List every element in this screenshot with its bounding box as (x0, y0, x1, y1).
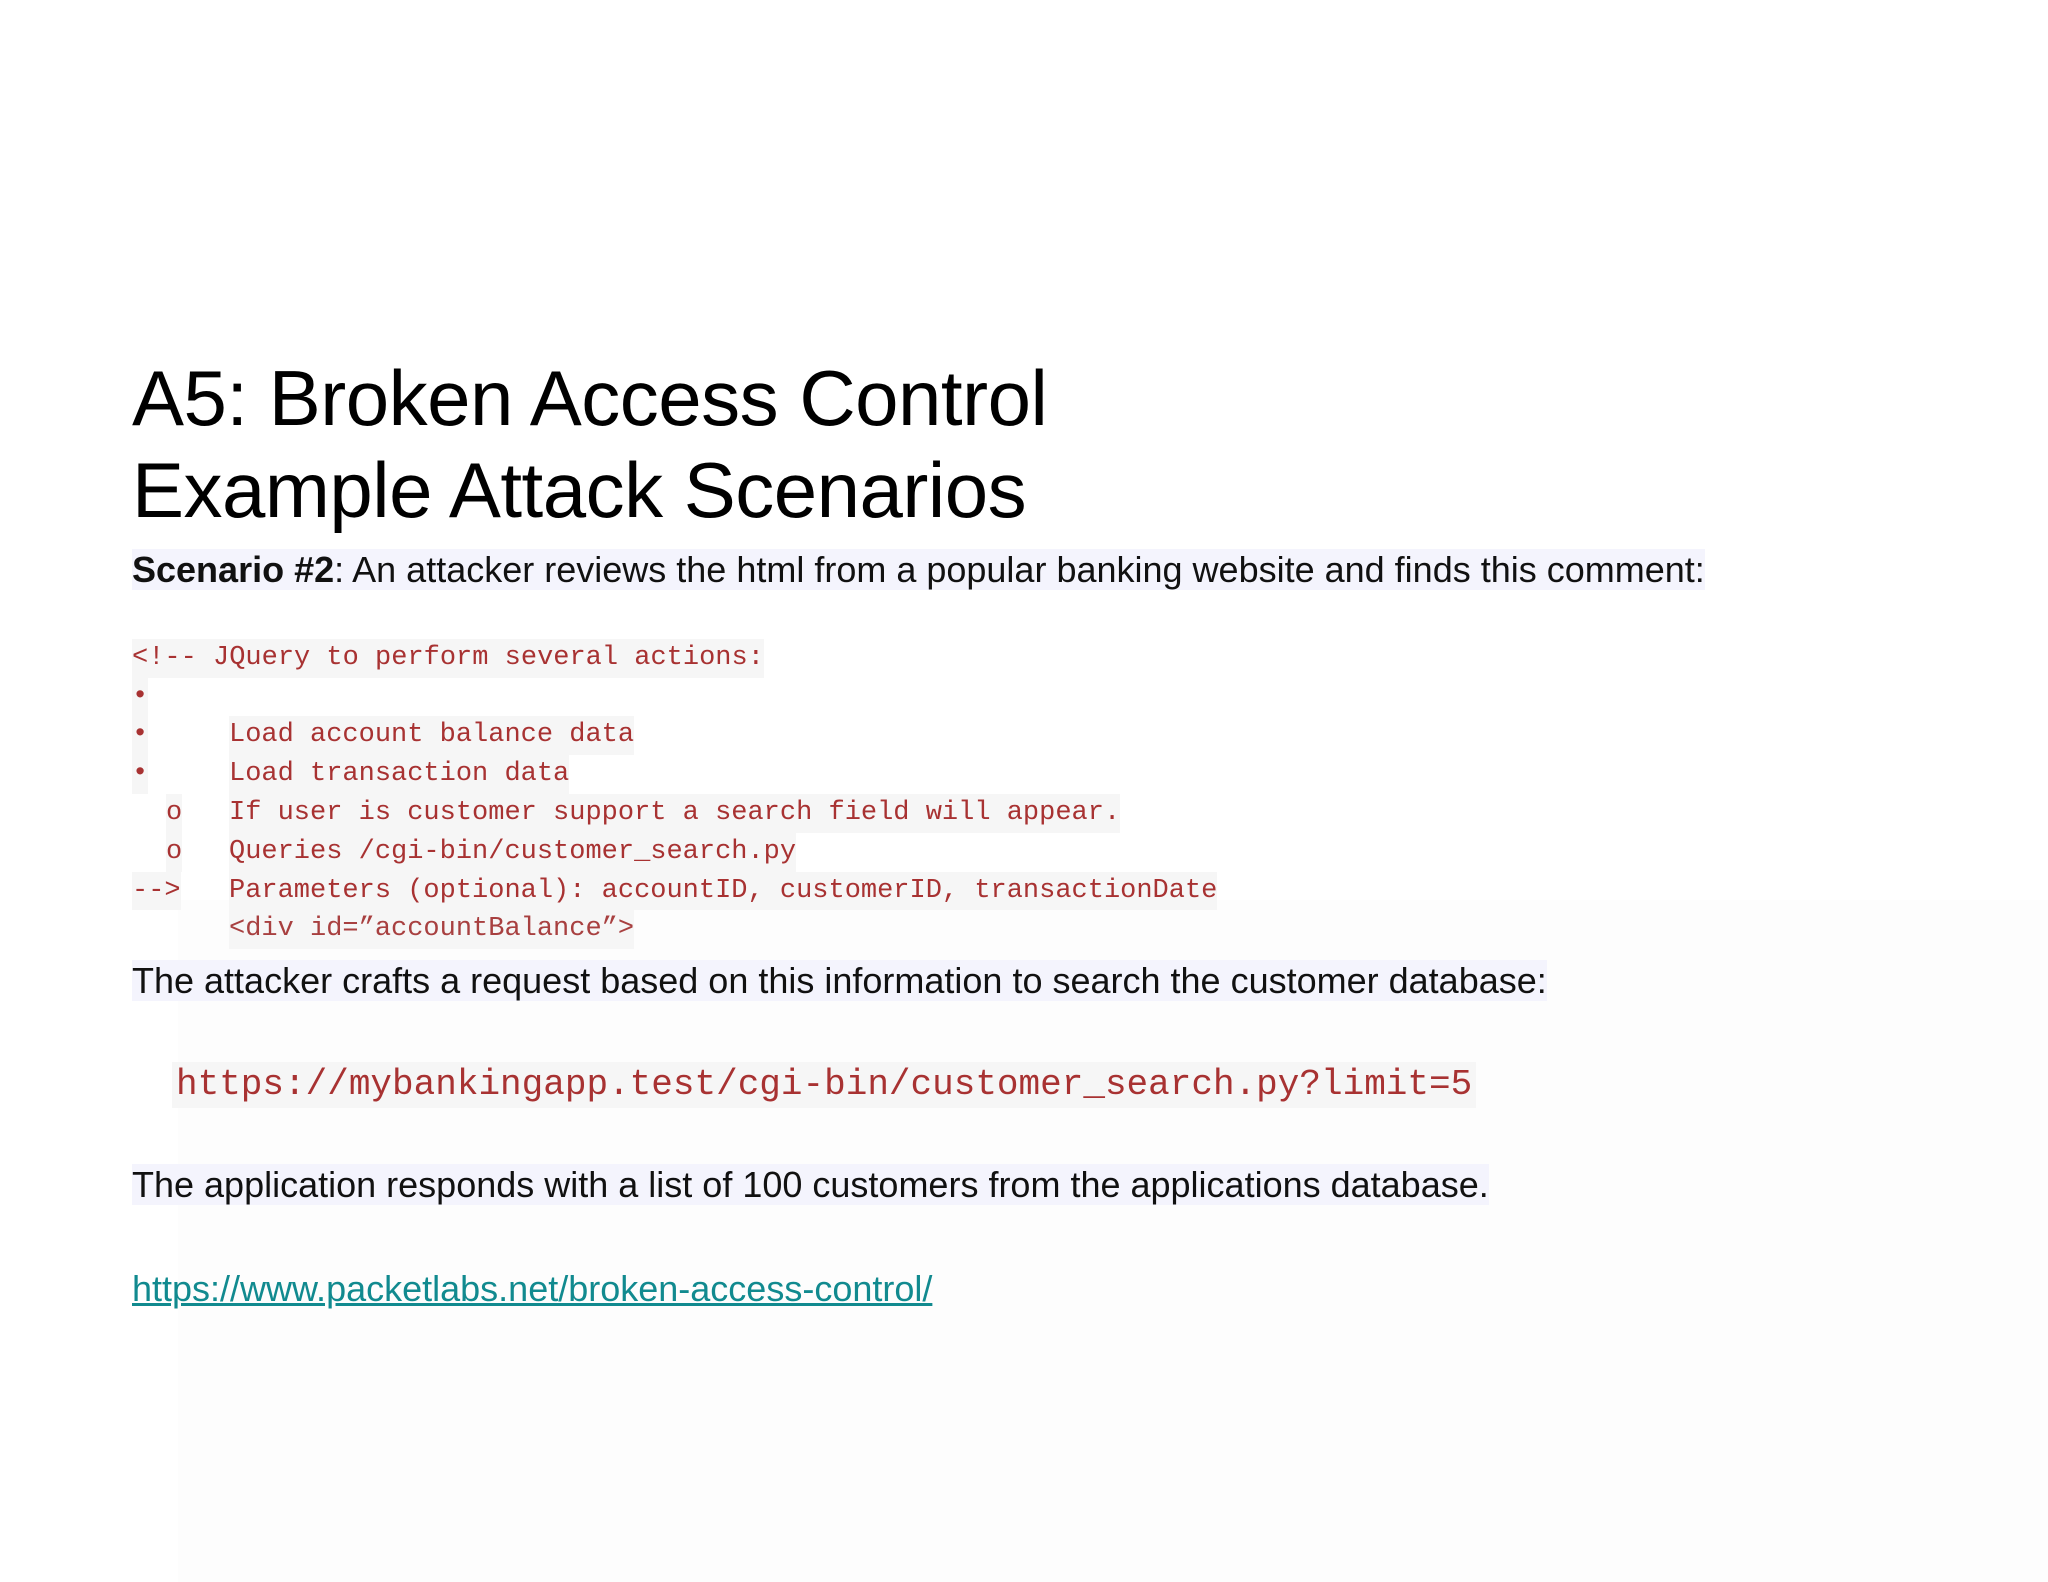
code-line (132, 833, 229, 906)
bullet-text: Load transaction data (229, 755, 569, 794)
title-line-2: Example Attack Scenarios (132, 446, 1027, 534)
request-url: https://mybankingapp.test/cgi-bin/customer_search.py?limit=5 (172, 1062, 1476, 1108)
sub-bullet-text: Queries /cgi-bin/customer_search.py (229, 833, 796, 872)
scenario-text: : An attacker reviews the html from a popular banking website and finds this comment: (334, 549, 1705, 590)
bullet-marker: • (132, 678, 148, 717)
html-comment-code (132, 600, 1218, 945)
code-line (132, 600, 764, 673)
sub-bullet-marker: o (166, 794, 182, 833)
response-text: The application responds with a list of 100 customers from the applications database. (132, 1164, 1489, 1205)
reference-link[interactable]: https://www.packetlabs.net/broken-access-control/ (132, 1268, 933, 1309)
code-div-line: <div id=”accountBalance”> (229, 910, 634, 949)
sub-bullet-marker: o (166, 833, 182, 872)
scenario-label: Scenario #2 (132, 549, 335, 590)
crafts-text: The attacker crafts a request based on this information to search the customer database: (132, 960, 1547, 1001)
bullet-marker: • (132, 755, 148, 794)
code-line (132, 872, 635, 945)
page-title (132, 352, 1047, 536)
bullet-marker: • (132, 716, 148, 755)
title-line-1: A5: Broken Access Control (132, 354, 1048, 442)
code-comment-open: <!-- JQuery to perform several actions: (132, 639, 764, 678)
sub-bullet-text: Parameters (optional): accountID, customerID, transactionDate (229, 872, 1217, 911)
scenario-intro (132, 547, 1705, 593)
code-comment-close: --> (132, 872, 181, 911)
bullet-text: If user is customer support a search field will appear. (229, 794, 1120, 833)
response-paragraph (132, 1162, 1489, 1208)
crafts-paragraph (132, 958, 1547, 1004)
bullet-text: Load account balance data (229, 716, 634, 755)
